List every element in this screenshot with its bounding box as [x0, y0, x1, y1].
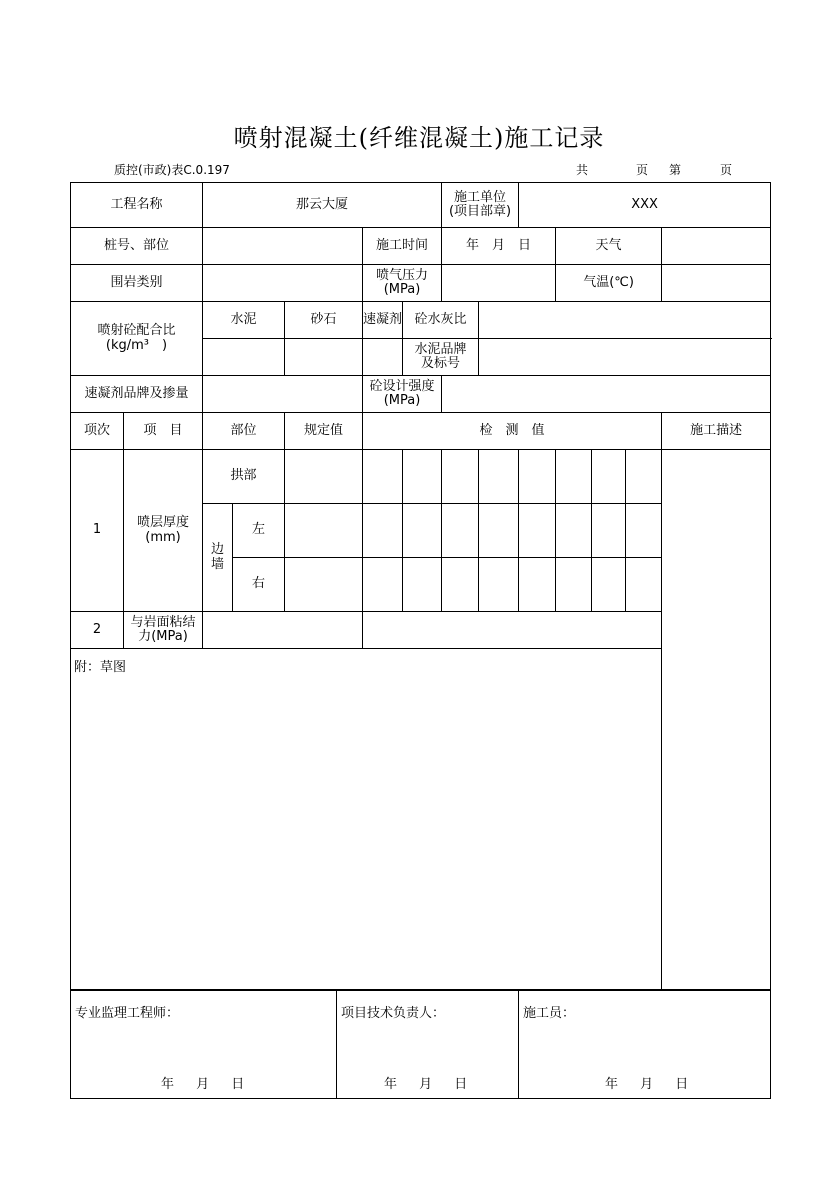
- wc-ratio-label: 砼水灰比: [403, 302, 479, 339]
- time-value[interactable]: 年 月 日: [442, 228, 556, 265]
- row2-item-unit: 力(MPa): [138, 629, 188, 644]
- measured-cell[interactable]: [519, 558, 556, 612]
- mix-ratio-unit: (kg/m³ ): [105, 337, 168, 353]
- page-current-label: 第: [669, 163, 682, 177]
- accel-brand-value[interactable]: [203, 376, 363, 413]
- col-header-no: 项次: [71, 413, 124, 450]
- measured-cell[interactable]: [403, 558, 442, 612]
- page-total-label: 共: [576, 163, 589, 177]
- measured-cell[interactable]: [479, 450, 519, 504]
- row1-item-text: 喷层厚度: [137, 515, 190, 531]
- form-code: 质控(市政)表C.0.197: [114, 163, 230, 177]
- design-strength-unit: (MPa): [383, 393, 421, 408]
- rock-class-value[interactable]: [203, 265, 363, 302]
- rock-class-label: 围岩类别: [71, 265, 203, 302]
- design-strength-value[interactable]: [442, 376, 771, 413]
- accel-brand-label: 速凝剂品牌及掺量: [71, 376, 203, 413]
- project-name-value[interactable]: 那云大厦: [203, 183, 442, 228]
- row2-spec[interactable]: [203, 612, 363, 649]
- measured-cell[interactable]: [442, 558, 479, 612]
- worker-label: 施工员：: [523, 1006, 576, 1021]
- pressure-label-text: 喷气压力: [376, 267, 429, 283]
- measured-cell[interactable]: [556, 450, 592, 504]
- mix-ratio-label: [71, 302, 203, 376]
- signature-table: [70, 990, 771, 1099]
- measured-cell[interactable]: [556, 558, 592, 612]
- supervisor-label: 专业监理工程师：: [75, 1006, 180, 1021]
- col-header-measured: 检 测 值: [363, 413, 662, 450]
- right-spec[interactable]: [285, 558, 363, 612]
- wc-ratio-value[interactable]: [479, 302, 771, 339]
- page-title: 喷射混凝土(纤维混凝土)施工记录: [233, 124, 605, 152]
- cement-label: 水泥: [203, 302, 285, 339]
- station-label: 桩号、部位: [71, 228, 203, 265]
- row1-item-unit: (mm): [145, 529, 181, 545]
- row2-item: [124, 612, 203, 649]
- measured-cell[interactable]: [442, 450, 479, 504]
- accelerator-value[interactable]: [363, 339, 403, 376]
- col-header-part: 部位: [203, 413, 285, 450]
- cement-value[interactable]: [203, 339, 285, 376]
- left-spec[interactable]: [285, 504, 363, 558]
- mix-ratio-text: 喷射砼配合比: [97, 323, 176, 339]
- supervisor-date: 年 月 日: [161, 1077, 245, 1092]
- right-label: 右: [233, 558, 285, 612]
- tech-lead-signature[interactable]: [337, 991, 519, 1099]
- measured-cell[interactable]: [403, 450, 442, 504]
- left-label: 左: [233, 504, 285, 558]
- col-header-item: 项 目: [124, 413, 203, 450]
- row1-item: [124, 450, 203, 612]
- arch-spec[interactable]: [285, 450, 363, 504]
- pressure-label: [363, 265, 442, 302]
- page-unit: 页: [636, 163, 649, 177]
- measured-cell[interactable]: [403, 504, 442, 558]
- measured-cell[interactable]: [626, 504, 662, 558]
- attachment-label: 附：草图: [74, 660, 127, 675]
- measured-cell[interactable]: [519, 450, 556, 504]
- time-label: 施工时间: [363, 228, 442, 265]
- worker-signature[interactable]: [519, 991, 771, 1099]
- measured-cell[interactable]: [592, 504, 626, 558]
- tech-lead-label: 项目技术负责人：: [341, 1006, 446, 1021]
- page-unit-2: 页: [720, 163, 733, 177]
- gravel-label: 砂石: [285, 302, 363, 339]
- contractor-label: [442, 183, 519, 228]
- worker-date: 年 月 日: [605, 1077, 689, 1092]
- measured-cell[interactable]: [519, 504, 556, 558]
- row2-item-text: 与岩面粘结: [130, 614, 196, 630]
- measured-cell[interactable]: [556, 504, 592, 558]
- design-strength-label: [363, 376, 442, 413]
- cement-brand-label: [403, 339, 479, 376]
- measured-cell[interactable]: [626, 450, 662, 504]
- cement-brand-sub: 及标号: [421, 356, 461, 371]
- weather-value[interactable]: [662, 228, 771, 265]
- pressure-unit: (MPa): [383, 282, 421, 297]
- record-table: [70, 182, 771, 990]
- measured-cell[interactable]: [363, 504, 403, 558]
- measured-cell[interactable]: [442, 504, 479, 558]
- measured-cell[interactable]: [479, 558, 519, 612]
- contractor-label-sub: (项目部章): [448, 204, 512, 219]
- measured-cell[interactable]: [479, 504, 519, 558]
- cement-brand-value[interactable]: [479, 339, 771, 376]
- pressure-value[interactable]: [442, 265, 556, 302]
- cement-brand-text: 水泥品牌: [414, 341, 467, 357]
- construction-description[interactable]: [662, 450, 771, 990]
- row2-no: 2: [71, 612, 124, 649]
- measured-cell[interactable]: [592, 558, 626, 612]
- supervisor-signature[interactable]: [71, 991, 337, 1099]
- measured-cell[interactable]: [592, 450, 626, 504]
- weather-label: 天气: [556, 228, 662, 265]
- accelerator-label: 速凝剂: [363, 302, 403, 339]
- contractor-label-text: 施工单位: [454, 189, 507, 205]
- gravel-value[interactable]: [285, 339, 363, 376]
- temperature-value[interactable]: [662, 265, 771, 302]
- contractor-value[interactable]: XXX: [519, 183, 771, 228]
- attachment-sketch[interactable]: [71, 649, 662, 990]
- temperature-label: 气温(℃): [556, 265, 662, 302]
- measured-cell[interactable]: [626, 558, 662, 612]
- station-value[interactable]: [203, 228, 363, 265]
- arch-label: 拱部: [203, 450, 285, 504]
- col-header-spec: 规定值: [285, 413, 363, 450]
- design-strength-text: 砼设计强度: [369, 378, 435, 394]
- side-wall-label: [203, 504, 233, 612]
- col-header-desc: 施工描述: [662, 413, 771, 450]
- tech-lead-date: 年 月 日: [384, 1077, 468, 1092]
- side-wall-text: 边墙: [211, 541, 225, 572]
- row1-no: 1: [71, 450, 124, 612]
- measured-cell[interactable]: [363, 558, 403, 612]
- project-name-label: 工程名称: [71, 183, 203, 228]
- measured-cell[interactable]: [363, 450, 403, 504]
- row2-measured[interactable]: [363, 612, 662, 649]
